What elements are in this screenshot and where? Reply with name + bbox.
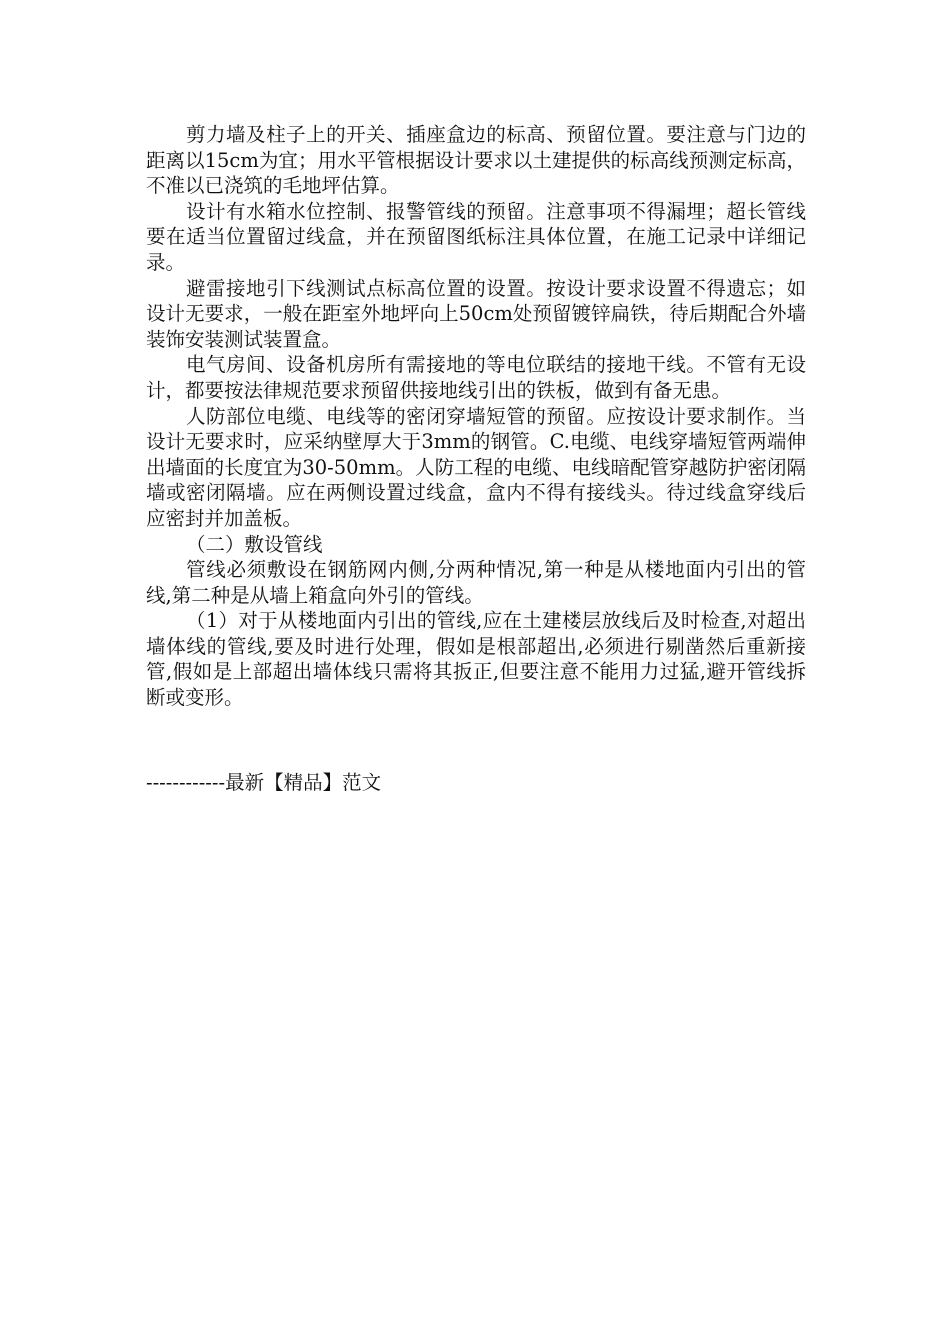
paragraph-conduit-laying: 管线必须敷设在钢筋网内侧,分两种情况,第一种是从楼地面内引出的管线,第二种是从墙上箱盒向外引的管线。	[146, 558, 806, 607]
paragraph-floor-conduit: （1）对于从楼地面内引出的管线,应在土建楼层放线后及时检查,对超出墙体线的管线,要及时进行处理，假如是根部超出,必须进行剔凿然后重新接管,假如是上部超出墙体线只需将其扳正,但要注意不能用力过猛,避开管线拆断或变形。	[146, 609, 806, 710]
paragraph-lightning-grounding: 避雷接地引下线测试点标高位置的设置。按设计要求设置不得遗忘；如设计无要求，一般在距室外地坪向上50cm处预留镀锌扁铁，待后期配合外墙装饰安装测试装置盒。	[146, 276, 806, 351]
footer-text: ------------最新【精品】范文	[146, 771, 382, 794]
document-body	[146, 122, 806, 711]
section-heading: （二）敷设管线	[186, 532, 323, 556]
paragraph-civil-defense-conduit: 人防部位电缆、电线等的密闭穿墙短管的预留。应按设计要求制作。当设计无要求时，应采纳壁厚大于3mm的钢管。C.电缆、电线穿墙短管两端伸出墙面的长度宜为30-50mm。人防工程的电缆、电线暗配管穿越防护密闭隔墙或密闭隔墙。应在两侧设置过线盒，盒内不得有接线头。待过线盒穿线后应密封并加盖板。	[146, 404, 806, 530]
paragraph-switch-socket-elevation: 剪力墙及柱子上的开关、插座盒边的标高、预留位置。要注意与门边的距离以15cm为宜；用水平管根据设计要求以土建提供的标高线预测定标高，不准以已浇筑的毛地坪估算。	[146, 123, 806, 198]
paragraph-equipotential-bonding: 电气房间、设备机房所有需接地的等电位联结的接地干线。不管有无设计，都要按法律规范要求预留供接地线引出的铁板，做到有备无患。	[146, 353, 806, 402]
paragraph-water-tank-control: 设计有水箱水位控制、报警管线的预留。注意事项不得漏埋；超长管线要在适当位置留过线盒，并在预留图纸标注具体位置，在施工记录中详细记录。	[146, 199, 806, 274]
